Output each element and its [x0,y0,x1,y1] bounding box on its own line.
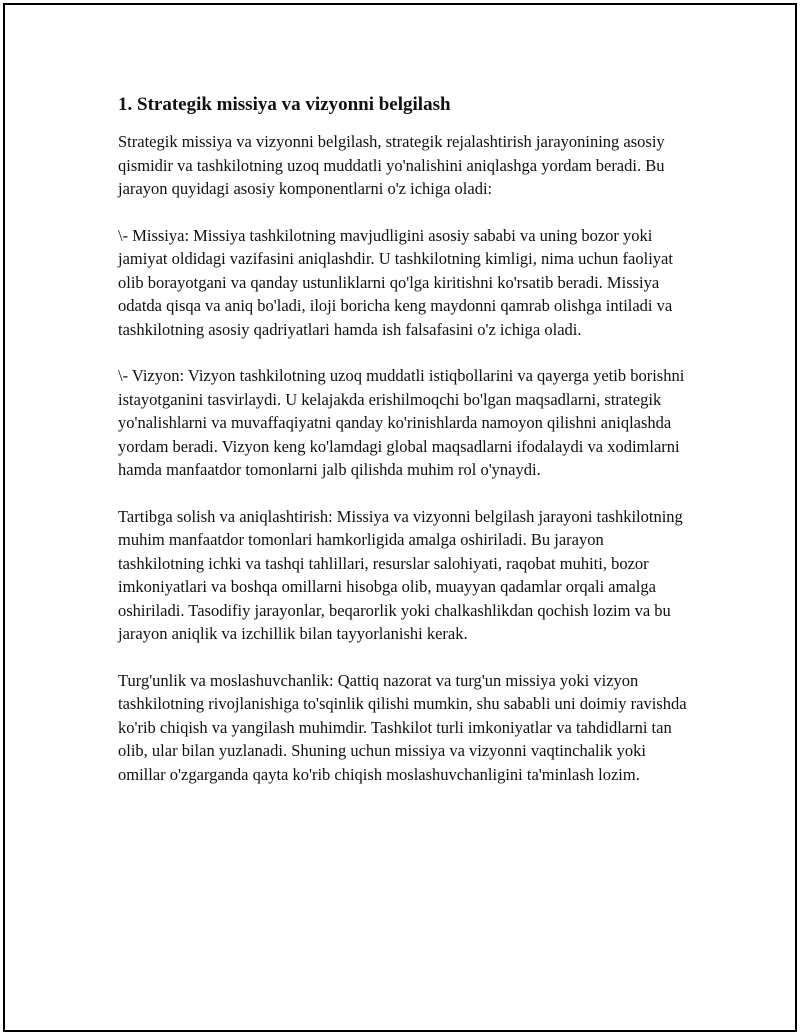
organization-paragraph: Tartibga solish va aniqlashtirish: Missiya va vizyonni belgilash jarayoni tashkilotning muhim manfaatdor tomonlari hamkorligida amalga oshiriladi. Bu jarayon tashkilotning ichki va tashqi tahlillari, resurslar salohiyati, raqobat muhiti, bozor imkoniyatlari va boshqa omillarni hisobga olib, muayyan qadamlar orqali amalga oshiriladi. Tasodifiy jarayonlar, beqarorlik yoki chalkashlikdan qochish lozim va bu jarayon aniqlik va izchillik bilan tayyorlanishi kerak. [118,506,683,643]
vision-paragraph: \- Vizyon: Vizyon tashkilotning uzoq muddatli istiqbollarini va qayerga yetib borishni istayotganini tasvirlaydi. U kelajakda erishilmoqchi bo'lgan maqsadlarni, strategik yo'nalishlarni va muvaffaqiyatni qanday ko'rinishlarda namoyon qilishni aniqlashda yordam beradi. Vizyon keng ko'lamdagi global maqsadlarni ifodalaydi va xodimlarni hamda manfaatdor tomonlarni jalb qilishda muhim rol o'ynaydi. [118,366,685,479]
document-body [118,92,688,809]
section-heading: 1. Strategik missiya va vizyonni belgilash [118,94,451,115]
mission-paragraph: \- Missiya: Missiya tashkilotning mavjudligini asosiy sababi va uning bozor yoki jamiyat oldidagi vazifasini aniqlashdir. U tashkilotning kimligi, nima uchun faoliyat olib borayotgani va qanday ustunliklarni qo'lga kiritishni ko'rsatib beradi. Missiya odatda qisqa va aniq bo'ladi, iloji boricha keng maydonni qamrab olishga intiladi va tashkilotning asosiy qadriyatlari hamda ish falsafasini o'z ichiga oladi. [118,225,673,339]
intro-paragraph: Strategik missiya va vizyonni belgilash, strategik rejalashtirish jarayonining asosiy qismidir va tashkilotning uzoq muddatli yo'nalishini aniqlashga yordam beradi. Bu jarayon quyidagi asosiy komponentlarni o'z ichiga oladi: [118,132,665,198]
flexibility-paragraph: Turg'unlik va moslashuvchanlik: Qattiq nazorat va turg'un missiya yoki vizyon tashkilotning rivojlanishiga to'sqinlik qilishi mumkin, shu sababli uni doimiy ravishda ko'rib chiqish va yangilash muhimdir. Tashkilot turli imkoniyatlar va tahdidlarni tan olib, ular bilan yuzlanadi. Shuning uchun missiya va vizyonni vaqtinchalik yoki omillar o'zgarganda qayta ko'rib chiqish moslashuvchanligini ta'minlash lozim. [118,670,687,784]
